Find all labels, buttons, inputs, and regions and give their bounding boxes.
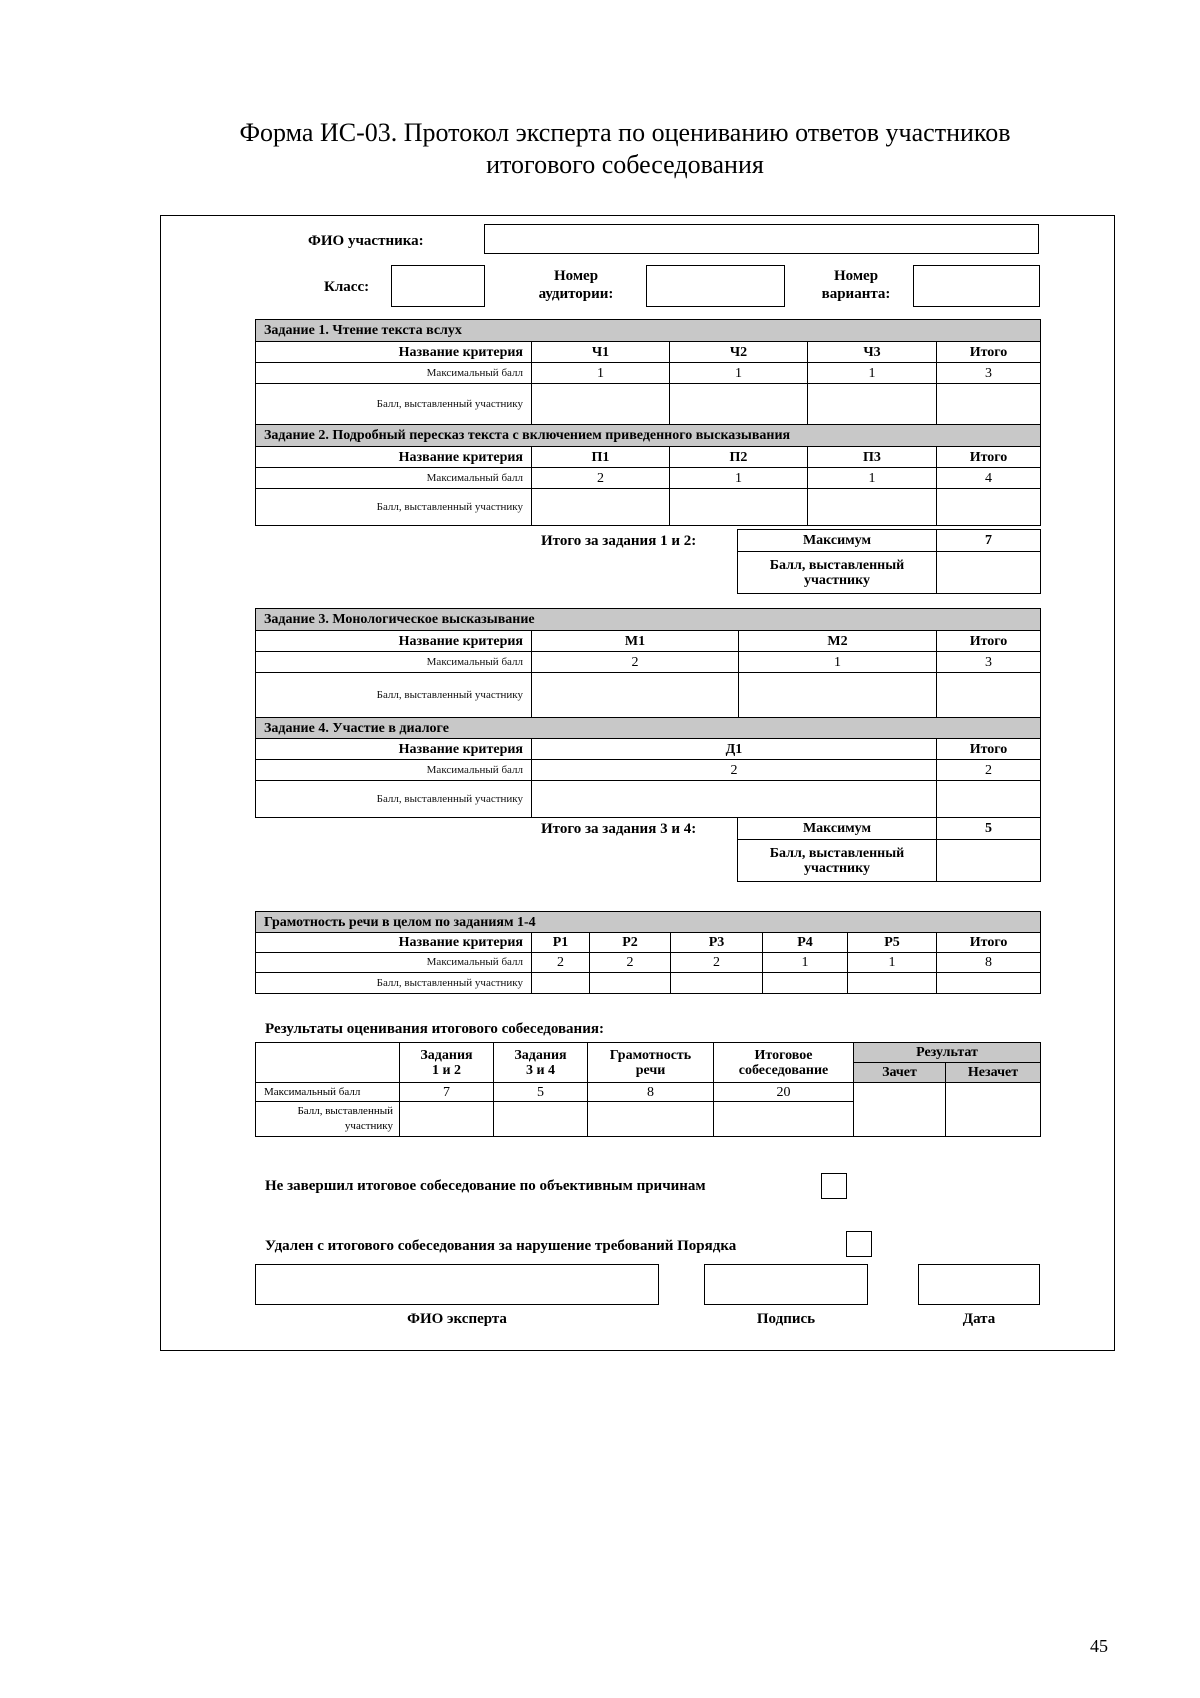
given-score-label: Балл, выставленный участнику <box>256 781 532 818</box>
col-tasks-1-2 <box>400 1043 494 1083</box>
given-score-label: Балл, выставленный участнику <box>256 489 532 526</box>
removed-checkbox[interactable] <box>846 1231 872 1257</box>
given-score-bold-label <box>738 552 937 594</box>
max-score-label: Максимальный балл <box>256 363 532 384</box>
max-r5: 1 <box>848 953 937 973</box>
variant-label <box>809 267 903 303</box>
tasks-1-2-table <box>255 319 1041 526</box>
total-label: Итого <box>937 739 1041 760</box>
sum-3-4-label: Итого за задания 3 и 4: <box>541 821 697 837</box>
results-title: Результаты оценивания итогового собеседования: <box>265 1021 604 1037</box>
results-max-literacy: 8 <box>588 1083 714 1102</box>
sum-1-2-table <box>737 529 1041 594</box>
task2-title: Задание 2. Подробный пересказ текста с включением приведенного высказывания <box>256 425 1041 447</box>
score-p1-cell[interactable] <box>532 489 670 526</box>
maximum-label: Максимум <box>738 530 937 552</box>
max-total-task2: 4 <box>937 468 1041 489</box>
max-ch2: 1 <box>670 363 808 384</box>
col-final-line-1: Итоговое <box>754 1047 813 1063</box>
col-tasks-3-4 <box>494 1043 588 1083</box>
results-score-tasks-3-4-cell[interactable] <box>494 1102 588 1137</box>
results-score-tasks-1-2-cell[interactable] <box>400 1102 494 1137</box>
criterion-name-label: Название критерия <box>256 933 532 953</box>
task3-title: Задание 3. Монологическое высказывание <box>256 609 1041 631</box>
given-score-label: Балл, выставленный участнику <box>256 673 532 718</box>
not-completed-checkbox[interactable] <box>821 1173 847 1199</box>
col-literacy-line-1: Грамотность <box>609 1047 692 1063</box>
results-score-final-cell[interactable] <box>714 1102 854 1137</box>
given-score-bold-line-2: участнику <box>804 572 870 588</box>
score-m2-cell[interactable] <box>739 673 937 718</box>
max-total-task3: 3 <box>937 652 1041 673</box>
max-d1: 2 <box>532 760 937 781</box>
results-max-tasks-3-4: 5 <box>494 1083 588 1102</box>
score-r3-cell[interactable] <box>671 973 763 994</box>
criterion-p3: П3 <box>808 447 937 468</box>
score-total-task4-cell[interactable] <box>937 781 1041 818</box>
col-pass: Зачет <box>854 1063 946 1083</box>
criterion-ch1: Ч1 <box>532 342 670 363</box>
given-score-label: Балл, выставленный участнику <box>256 973 532 994</box>
criterion-d1: Д1 <box>532 739 937 760</box>
max-r1: 2 <box>532 953 590 973</box>
page-number: 45 <box>1090 1636 1108 1656</box>
given-score-bold-line-1: Балл, выставленный <box>769 557 905 573</box>
signature-field[interactable] <box>704 1264 868 1305</box>
col-tasks-3-4-line-1: Задания <box>514 1047 567 1063</box>
col-result: Результат <box>854 1043 1041 1063</box>
sum-3-4-score-cell[interactable] <box>937 840 1041 882</box>
tasks-3-4-table <box>255 608 1041 818</box>
score-ch1-cell[interactable] <box>532 384 670 425</box>
max-p1: 2 <box>532 468 670 489</box>
criterion-r4: Р4 <box>763 933 848 953</box>
max-p2: 1 <box>670 468 808 489</box>
row-given-line-2: участнику <box>344 1120 393 1132</box>
max-ch3: 1 <box>808 363 937 384</box>
criterion-name-label: Название критерия <box>256 631 532 652</box>
max-m2: 1 <box>739 652 937 673</box>
max-r2: 2 <box>590 953 671 973</box>
score-d1-cell[interactable] <box>532 781 937 818</box>
fio-participant-field[interactable] <box>484 224 1039 254</box>
col-final-line-2: собеседование <box>738 1062 829 1078</box>
max-total-literacy: 8 <box>937 953 1041 973</box>
task4-title: Задание 4. Участие в диалоге <box>256 718 1041 739</box>
max-r4: 1 <box>763 953 848 973</box>
room-label-line-1: Номер <box>553 268 599 284</box>
max-score-label: Максимальный балл <box>256 760 532 781</box>
criterion-r5: Р5 <box>848 933 937 953</box>
criterion-name-label: Название критерия <box>256 342 532 363</box>
max-score-label: Максимальный балл <box>256 953 532 973</box>
criterion-name-label: Название критерия <box>256 447 532 468</box>
score-r2-cell[interactable] <box>590 973 671 994</box>
given-score-label: Балл, выставленный участнику <box>256 384 532 425</box>
maximum-label: Максимум <box>738 818 937 840</box>
criterion-r1: Р1 <box>532 933 590 953</box>
score-r4-cell[interactable] <box>763 973 848 994</box>
given-score-bold-line-1: Балл, выставленный <box>769 845 905 861</box>
col-final <box>714 1043 854 1083</box>
title-line-1: Форма ИС-03. Протокол эксперта по оцениванию ответов участников <box>239 118 1011 147</box>
results-max-tasks-1-2: 7 <box>400 1083 494 1102</box>
score-p2-cell[interactable] <box>670 489 808 526</box>
variant-label-line-1: Номер <box>833 268 879 284</box>
max-total-task4: 2 <box>937 760 1041 781</box>
col-tasks-1-2-line-1: Задания <box>420 1047 473 1063</box>
max-total-task1: 3 <box>937 363 1041 384</box>
room-field[interactable] <box>646 265 785 307</box>
result-pass-cell[interactable] <box>854 1083 946 1137</box>
row-given-line-1: Балл, выставленный <box>297 1105 393 1117</box>
given-score-bold-line-2: участнику <box>804 860 870 876</box>
criterion-p2: П2 <box>670 447 808 468</box>
room-label-line-2: аудитории: <box>538 286 614 302</box>
task1-title: Задание 1. Чтение текста вслух <box>256 320 1041 342</box>
literacy-table <box>255 911 1041 994</box>
sum-1-2-max: 7 <box>937 530 1041 552</box>
score-total-task3-cell[interactable] <box>937 673 1041 718</box>
fio-participant-label: ФИО участника: <box>308 233 424 249</box>
total-label: Итого <box>937 447 1041 468</box>
score-r5-cell[interactable] <box>848 973 937 994</box>
total-label: Итого <box>937 631 1041 652</box>
sum-1-2-score-cell[interactable] <box>937 552 1041 594</box>
variant-field[interactable] <box>913 265 1040 307</box>
variant-label-line-2: варианта: <box>821 286 891 302</box>
results-score-literacy-cell[interactable] <box>588 1102 714 1137</box>
col-literacy-line-2: речи <box>635 1062 666 1078</box>
criterion-ch2: Ч2 <box>670 342 808 363</box>
col-fail: Незачет <box>946 1063 1041 1083</box>
room-label <box>521 267 631 303</box>
expert-name-label: ФИО эксперта <box>407 1311 507 1327</box>
sum-3-4-table <box>737 817 1041 882</box>
not-completed-label: Не завершил итоговое собеседование по объективным причинам <box>265 1178 706 1194</box>
results-corner-cell <box>256 1043 400 1083</box>
max-score-label: Максимальный балл <box>256 652 532 673</box>
total-label: Итого <box>937 342 1041 363</box>
row-given-label <box>256 1102 400 1137</box>
sum-1-2-label: Итого за задания 1 и 2: <box>541 533 697 549</box>
max-p3: 1 <box>808 468 937 489</box>
criterion-r2: Р2 <box>590 933 671 953</box>
page-title <box>160 117 1090 181</box>
signature-label: Подпись <box>756 1311 816 1327</box>
max-m1: 2 <box>532 652 739 673</box>
score-p3-cell[interactable] <box>808 489 937 526</box>
result-fail-cell[interactable] <box>946 1083 1041 1137</box>
score-total-task1-cell[interactable] <box>937 384 1041 425</box>
class-field[interactable] <box>391 265 485 307</box>
title-line-2: итогового собеседования <box>486 150 764 179</box>
removed-label: Удален с итогового собеседования за нарушение требований Порядка <box>265 1238 737 1254</box>
col-tasks-3-4-line-2: 3 и 4 <box>525 1062 556 1078</box>
literacy-title: Грамотность речи в целом по заданиям 1-4 <box>256 912 1041 933</box>
score-total-literacy-cell[interactable] <box>937 973 1041 994</box>
max-score-label: Максимальный балл <box>256 468 532 489</box>
class-label: Класс: <box>324 279 370 295</box>
criterion-name-label: Название критерия <box>256 739 532 760</box>
criterion-r3: Р3 <box>671 933 763 953</box>
date-label: Дата <box>962 1311 996 1327</box>
sum-3-4-max: 5 <box>937 818 1041 840</box>
expert-name-field[interactable] <box>255 1264 659 1305</box>
score-r1-cell[interactable] <box>532 973 590 994</box>
results-max-final: 20 <box>714 1083 854 1102</box>
results-table <box>255 1042 1041 1137</box>
protocol-form-frame <box>160 215 1115 1351</box>
max-r3: 2 <box>671 953 763 973</box>
score-ch2-cell[interactable] <box>670 384 808 425</box>
score-ch3-cell[interactable] <box>808 384 937 425</box>
score-m1-cell[interactable] <box>532 673 739 718</box>
score-total-task2-cell[interactable] <box>937 489 1041 526</box>
max-ch1: 1 <box>532 363 670 384</box>
total-label: Итого <box>937 933 1041 953</box>
col-literacy <box>588 1043 714 1083</box>
criterion-ch3: Ч3 <box>808 342 937 363</box>
date-field[interactable] <box>918 1264 1040 1305</box>
criterion-p1: П1 <box>532 447 670 468</box>
given-score-bold-label <box>738 840 937 882</box>
criterion-m1: М1 <box>532 631 739 652</box>
col-tasks-1-2-line-2: 1 и 2 <box>431 1062 462 1078</box>
criterion-m2: М2 <box>739 631 937 652</box>
row-max-label: Максимальный балл <box>256 1083 400 1102</box>
